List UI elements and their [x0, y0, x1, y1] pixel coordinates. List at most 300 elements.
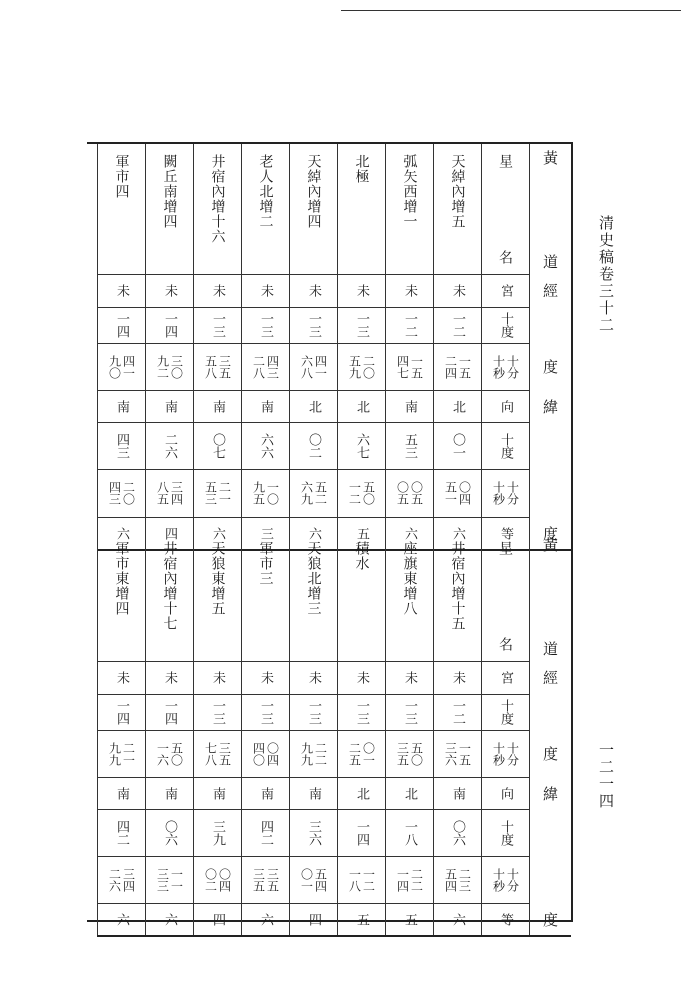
lon-min-sec-seconds: 四〇 [251, 741, 266, 766]
lon-min-sec-minutes: 〇一 [361, 741, 376, 766]
star-palace: 未 [258, 671, 273, 684]
upper-label-lat_deg [481, 422, 529, 469]
lower-star-3-lat_ms [337, 856, 385, 903]
lon-min-sec-seconds: 二八 [251, 354, 266, 379]
lat-min-sec-seconds: 九五 [251, 481, 266, 505]
lower-label-lat_deg [481, 809, 529, 856]
upper-star-7-lon_ms [145, 343, 193, 390]
label-degree: 十度 [498, 819, 513, 846]
lower-star-2-lat_ms [385, 856, 433, 903]
lat-min-sec [444, 481, 471, 505]
star-grade: 六 [210, 526, 225, 540]
lon-min-sec-minutes: 四三 [265, 354, 280, 379]
lon-min-sec [300, 355, 327, 379]
lower-star-6-palace [193, 661, 241, 694]
label-grade: 等 [498, 526, 513, 540]
upper-star-6-lat_deg [193, 422, 241, 469]
star-grade: 四 [162, 526, 177, 540]
label-direction: 向 [498, 399, 513, 413]
label-direction: 向 [498, 786, 513, 800]
label-palace: 宮 [498, 671, 513, 684]
lower-star-4-lon_ms [289, 730, 337, 777]
lower-star-5-dir [241, 777, 289, 809]
star-grade: 五 [354, 912, 369, 926]
lower-star-7-name [145, 531, 193, 661]
lon-min-sec-minutes: 二二 [313, 741, 328, 766]
star-name: 天綽內增四 [305, 154, 322, 229]
upper-head-wei [529, 390, 571, 422]
star-grade: 六 [114, 526, 129, 540]
label-name: 名 [497, 637, 513, 651]
upper-star-8-lon_ms [97, 343, 145, 390]
label-minute-second-minutes: 十分 [505, 867, 520, 892]
lower-star-2-grade [385, 903, 433, 935]
star-palace: 未 [306, 671, 321, 684]
lat-min-sec-minutes: 〇五 [409, 481, 424, 505]
upper-star-6-name [193, 144, 241, 274]
label-degree: 十度 [498, 699, 513, 725]
upper-star-8-name [97, 144, 145, 274]
star-palace: 未 [450, 284, 465, 297]
lat-min-sec [348, 481, 375, 505]
lat-min-sec-minutes: 一二 [361, 867, 376, 892]
label-degree: 十度 [498, 432, 513, 459]
lower-star-8-palace [97, 661, 145, 694]
star-name: 北極 [353, 154, 370, 184]
upper-star-3-lon_deg [337, 307, 385, 343]
lon-min-sec-seconds: 九二 [155, 354, 170, 379]
label-star: 星 [497, 541, 513, 555]
star-name: 座旗東增八 [401, 541, 418, 616]
star-grade: 六 [162, 912, 177, 926]
lower-star-3-dir [337, 777, 385, 809]
lon-min-sec [396, 355, 423, 379]
lat-min-sec-seconds: 三三 [155, 867, 170, 892]
lat-min-sec-minutes: 三四 [169, 481, 184, 505]
lat-min-sec [204, 868, 231, 892]
lon-min-sec-minutes: 一五 [457, 354, 472, 379]
lower-star-5-name [241, 531, 289, 661]
upper-star-8-lon_deg [97, 307, 145, 343]
lat-degree: 三六 [306, 819, 321, 846]
lon-min-sec-seconds: 二四 [443, 354, 458, 379]
upper-star-6-palace [193, 274, 241, 307]
upper-star-6-lon_deg [193, 307, 241, 343]
lat-min-sec-seconds: 五四 [443, 867, 458, 892]
lat-min-sec-minutes: 五二 [313, 481, 328, 505]
lower-star-8-lat_deg [97, 809, 145, 856]
lat-degree: 三九 [210, 819, 225, 846]
lon-degree: 一四 [114, 312, 129, 338]
lat-min-sec [396, 868, 423, 892]
upper-star-1-name [433, 144, 481, 274]
lower-star-5-lat_ms [241, 856, 289, 903]
lat-degree: 一八 [402, 819, 417, 846]
star-name: 積水 [353, 541, 370, 571]
label-minute-second [492, 481, 519, 505]
star-grade: 六 [450, 912, 465, 926]
lower-bottom-rule [97, 935, 571, 937]
upper-star-4-lon_ms [289, 343, 337, 390]
label-degree: 十度 [498, 312, 513, 338]
star-palace: 未 [354, 671, 369, 684]
lon-min-sec-minutes: 三五 [217, 354, 232, 379]
star-grade: 六 [402, 526, 417, 540]
upper-head-jing [529, 274, 571, 307]
label-minute-second-minutes: 十分 [505, 741, 520, 766]
lon-min-sec [108, 742, 135, 766]
upper-label-name [481, 144, 529, 274]
lon-degree: 一四 [114, 699, 129, 725]
star-name: 軍市四 [113, 154, 130, 199]
upper-star-4-palace [289, 274, 337, 307]
upper-star-7-dir [145, 390, 193, 422]
lon-min-sec [348, 742, 375, 766]
lat-min-sec [252, 481, 279, 505]
upper-star-7-name [145, 144, 193, 274]
lat-direction: 南 [114, 399, 129, 413]
label-minute-second-minutes: 十分 [505, 354, 520, 379]
lat-direction: 南 [162, 399, 177, 413]
star-name: 天狼北增三 [305, 541, 322, 616]
lower-star-1-lat_deg [433, 809, 481, 856]
lon-min-sec-seconds: 三六 [443, 741, 458, 766]
label-grade: 等 [498, 912, 513, 926]
upper-star-3-lat_deg [337, 422, 385, 469]
lat-min-sec-seconds: 四三 [107, 481, 122, 505]
lower-star-4-name [289, 531, 337, 661]
upper-star-5-lon_ms [241, 343, 289, 390]
lon-min-sec-minutes: 二一 [121, 741, 136, 766]
upper-star-6-dir [193, 390, 241, 422]
lon-min-sec-seconds: 五八 [203, 354, 218, 379]
lower-star-3-palace [337, 661, 385, 694]
lon-degree: 一二 [450, 699, 465, 725]
star-grade: 六 [114, 912, 129, 926]
lower-head-jing [529, 661, 571, 694]
star-palace: 未 [114, 284, 129, 297]
lower-star-6-lat_deg [193, 809, 241, 856]
lower-star-4-lat_ms [289, 856, 337, 903]
lon-degree: 一四 [162, 312, 177, 338]
head-char: 經 [541, 670, 559, 685]
upper-label-dir [481, 390, 529, 422]
lat-degree: 〇七 [210, 432, 225, 459]
lon-degree: 一二 [450, 312, 465, 338]
upper-star-4-lat_deg [289, 422, 337, 469]
upper-star-6-lon_ms [193, 343, 241, 390]
lower-star-7-lon_deg [145, 694, 193, 730]
head-char: 度 [541, 746, 559, 761]
lat-min-sec-minutes: 五四 [313, 867, 328, 892]
label-minute-second-seconds: 十秒 [491, 867, 506, 892]
lat-direction: 南 [258, 786, 273, 800]
lon-min-sec-minutes: 〇四 [265, 741, 280, 766]
upper-star-5-dir [241, 390, 289, 422]
lower-star-2-name [385, 531, 433, 661]
lat-degree: 〇一 [450, 432, 465, 459]
lon-degree: 一三 [210, 312, 225, 338]
head-char: 緯 [541, 785, 559, 801]
upper-star-2-name [385, 144, 433, 274]
lower-star-6-name [193, 531, 241, 661]
lower-star-8-lat_ms [97, 856, 145, 903]
lower-head-dao [529, 635, 571, 661]
lat-min-sec-minutes: 三四 [121, 867, 136, 892]
lower-star-2-lat_deg [385, 809, 433, 856]
lon-min-sec-seconds: 九〇 [107, 354, 122, 379]
upper-star-4-lon_deg [289, 307, 337, 343]
upper-label-lon_deg [481, 307, 529, 343]
label-star: 星 [497, 154, 513, 168]
head-char: 黃 [541, 536, 559, 552]
star-grade: 五 [354, 526, 369, 540]
head-char: 度 [541, 525, 559, 541]
upper-star-4-lat_ms [289, 469, 337, 517]
lower-star-2-lon_ms [385, 730, 433, 777]
lat-min-sec [396, 481, 423, 505]
label-minute-second-seconds: 十秒 [491, 481, 506, 505]
lower-label-lon_ms [481, 730, 529, 777]
lon-min-sec [252, 355, 279, 379]
lon-min-sec-seconds: 三五 [395, 741, 410, 766]
star-palace: 未 [402, 284, 417, 297]
lower-head-du1 [529, 730, 571, 777]
lat-degree: 四二 [114, 819, 129, 846]
lon-min-sec [156, 742, 183, 766]
lower-star-7-lat_ms [145, 856, 193, 903]
lon-min-sec-seconds: 一六 [155, 741, 170, 766]
lon-min-sec-minutes: 一五 [409, 354, 424, 379]
star-name: 天狼東增五 [209, 541, 226, 616]
lon-degree: 一三 [354, 699, 369, 725]
lat-direction: 南 [210, 786, 225, 800]
lat-min-sec [156, 868, 183, 892]
lat-min-sec [204, 481, 231, 505]
lower-star-2-lon_deg [385, 694, 433, 730]
star-name: 天綽內增五 [449, 154, 466, 229]
label-palace: 宮 [498, 284, 513, 297]
lat-min-sec-minutes: 五〇 [361, 481, 376, 505]
lower-star-4-lon_deg [289, 694, 337, 730]
upper-star-5-name [241, 144, 289, 274]
upper-head-du1 [529, 343, 571, 390]
upper-star-2-lon_deg [385, 307, 433, 343]
lon-min-sec-minutes: 四一 [313, 354, 328, 379]
lon-min-sec [348, 355, 375, 379]
lon-min-sec [300, 742, 327, 766]
lower-star-2-palace [385, 661, 433, 694]
upper-star-7-lat_deg [145, 422, 193, 469]
upper-star-2-palace [385, 274, 433, 307]
lat-min-sec-minutes: 一一 [169, 867, 184, 892]
lower-star-5-lon_deg [241, 694, 289, 730]
lower-star-8-lon_deg [97, 694, 145, 730]
lat-degree: 六六 [258, 432, 273, 459]
star-name: 井宿內增十五 [449, 541, 466, 631]
lower-label-grade [481, 903, 529, 935]
star-palace: 未 [258, 284, 273, 297]
lower-star-2-dir [385, 777, 433, 809]
upper-star-1-lat_deg [433, 422, 481, 469]
lon-degree: 一三 [258, 312, 273, 338]
lon-min-sec-seconds: 七八 [203, 741, 218, 766]
lower-star-7-lon_ms [145, 730, 193, 777]
upper-star-8-dir [97, 390, 145, 422]
lat-min-sec-seconds: 六九 [299, 481, 314, 505]
lower-star-8-dir [97, 777, 145, 809]
lat-min-sec-seconds: 〇五 [395, 481, 410, 505]
upper-star-1-dir [433, 390, 481, 422]
star-name: 闕丘南增四 [161, 154, 178, 229]
lower-star-4-palace [289, 661, 337, 694]
lower-star-1-grade [433, 903, 481, 935]
lower-star-1-lon_deg [433, 694, 481, 730]
lat-direction: 北 [402, 786, 417, 800]
lower-label-lon_deg [481, 694, 529, 730]
star-grade: 四 [210, 912, 225, 926]
lower-star-7-dir [145, 777, 193, 809]
lower-label-name [481, 531, 529, 661]
head-char: 度 [541, 911, 559, 927]
running-head: 清史稿卷三十二 [597, 215, 615, 334]
lower-star-7-lat_deg [145, 809, 193, 856]
lon-min-sec-seconds: 九九 [107, 741, 122, 766]
lon-min-sec [204, 742, 231, 766]
lat-min-sec-seconds: 八五 [155, 481, 170, 505]
lat-direction: 南 [450, 786, 465, 800]
lat-direction: 南 [162, 786, 177, 800]
lower-star-3-grade [337, 903, 385, 935]
label-minute-second [492, 355, 519, 379]
lat-min-sec-seconds: 〇一 [299, 867, 314, 892]
upper-star-5-lat_deg [241, 422, 289, 469]
lon-min-sec-seconds: 二五 [347, 741, 362, 766]
upper-star-8-lat_ms [97, 469, 145, 517]
lat-min-sec [108, 481, 135, 505]
lat-degree: 〇二 [306, 432, 321, 459]
star-palace: 未 [210, 671, 225, 684]
lon-min-sec-minutes: 四一 [121, 354, 136, 379]
lower-head-du2 [529, 903, 571, 935]
lat-min-sec-seconds: 一八 [347, 867, 362, 892]
lon-degree: 一三 [306, 312, 321, 338]
lon-min-sec [108, 355, 135, 379]
lon-degree: 一二 [402, 312, 417, 338]
lat-min-sec-minutes: 二二 [409, 867, 424, 892]
star-palace: 未 [162, 284, 177, 297]
upper-label-lat_ms [481, 469, 529, 517]
lon-degree: 一三 [258, 699, 273, 725]
lat-degree: 二六 [162, 432, 177, 459]
upper-star-7-lon_deg [145, 307, 193, 343]
lat-min-sec [252, 868, 279, 892]
lat-min-sec [300, 868, 327, 892]
lat-min-sec [444, 868, 471, 892]
label-minute-second-minutes: 十分 [505, 481, 520, 505]
star-palace: 未 [354, 284, 369, 297]
lower-head-huang [529, 531, 571, 557]
star-name: 井宿內增十七 [161, 541, 178, 631]
upper-star-3-lat_ms [337, 469, 385, 517]
lon-min-sec-minutes: 三〇 [169, 354, 184, 379]
head-char: 度 [541, 359, 559, 374]
lat-direction: 南 [258, 399, 273, 413]
star-palace: 未 [450, 671, 465, 684]
star-grade: 六 [258, 912, 273, 926]
upper-label-palace [481, 274, 529, 307]
lat-min-sec-seconds: 一二 [347, 481, 362, 505]
upper-star-1-palace [433, 274, 481, 307]
upper-star-5-lon_deg [241, 307, 289, 343]
star-palace: 未 [210, 284, 225, 297]
head-char: 道 [541, 253, 559, 269]
lon-min-sec-seconds: 五九 [347, 354, 362, 379]
lat-min-sec-minutes: 二〇 [121, 481, 136, 505]
lon-degree: 一三 [210, 699, 225, 725]
star-name: 軍市東增四 [113, 541, 130, 616]
lat-min-sec-minutes: 二三 [457, 867, 472, 892]
upper-star-8-palace [97, 274, 145, 307]
lower-label-lat_ms [481, 856, 529, 903]
head-char: 黃 [541, 149, 559, 165]
lat-direction: 北 [306, 399, 321, 413]
lower-star-1-lon_ms [433, 730, 481, 777]
lower-star-1-dir [433, 777, 481, 809]
lat-min-sec-minutes: 〇四 [457, 481, 472, 505]
lower-star-5-lon_ms [241, 730, 289, 777]
upper-star-1-lon_ms [433, 343, 481, 390]
lower-star-4-grade [289, 903, 337, 935]
lon-degree: 一三 [402, 699, 417, 725]
lower-star-8-grade [97, 903, 145, 935]
head-char: 道 [541, 640, 559, 656]
lower-star-3-lat_deg [337, 809, 385, 856]
label-minute-second [492, 742, 519, 766]
label-minute-second-seconds: 十秒 [491, 354, 506, 379]
lat-direction: 北 [450, 399, 465, 413]
upper-star-2-lon_ms [385, 343, 433, 390]
lower-star-6-lon_ms [193, 730, 241, 777]
lower-star-1-palace [433, 661, 481, 694]
lower-star-6-lon_deg [193, 694, 241, 730]
lat-min-sec [108, 868, 135, 892]
star-name: 弧矢西增一 [401, 154, 418, 229]
upper-star-8-lat_deg [97, 422, 145, 469]
star-palace: 未 [162, 671, 177, 684]
lower-head-wei [529, 777, 571, 809]
lon-min-sec-seconds: 六八 [299, 354, 314, 379]
lon-degree: 一三 [354, 312, 369, 338]
lat-direction: 北 [354, 786, 369, 800]
lat-min-sec [300, 481, 327, 505]
lon-min-sec [444, 355, 471, 379]
lower-star-1-name [433, 531, 481, 661]
lat-min-sec-seconds: 二六 [107, 867, 122, 892]
star-name: 軍市三 [257, 541, 274, 586]
upper-star-1-lat_ms [433, 469, 481, 517]
lower-label-dir [481, 777, 529, 809]
upper-star-5-palace [241, 274, 289, 307]
upper-star-2-lat_deg [385, 422, 433, 469]
lat-degree: 五三 [402, 432, 417, 459]
lat-min-sec-minutes: 三五 [265, 867, 280, 892]
lat-degree: 六七 [354, 432, 369, 459]
lower-star-4-lat_deg [289, 809, 337, 856]
label-minute-second-seconds: 十秒 [491, 741, 506, 766]
star-palace: 未 [402, 671, 417, 684]
lon-min-sec [444, 742, 471, 766]
